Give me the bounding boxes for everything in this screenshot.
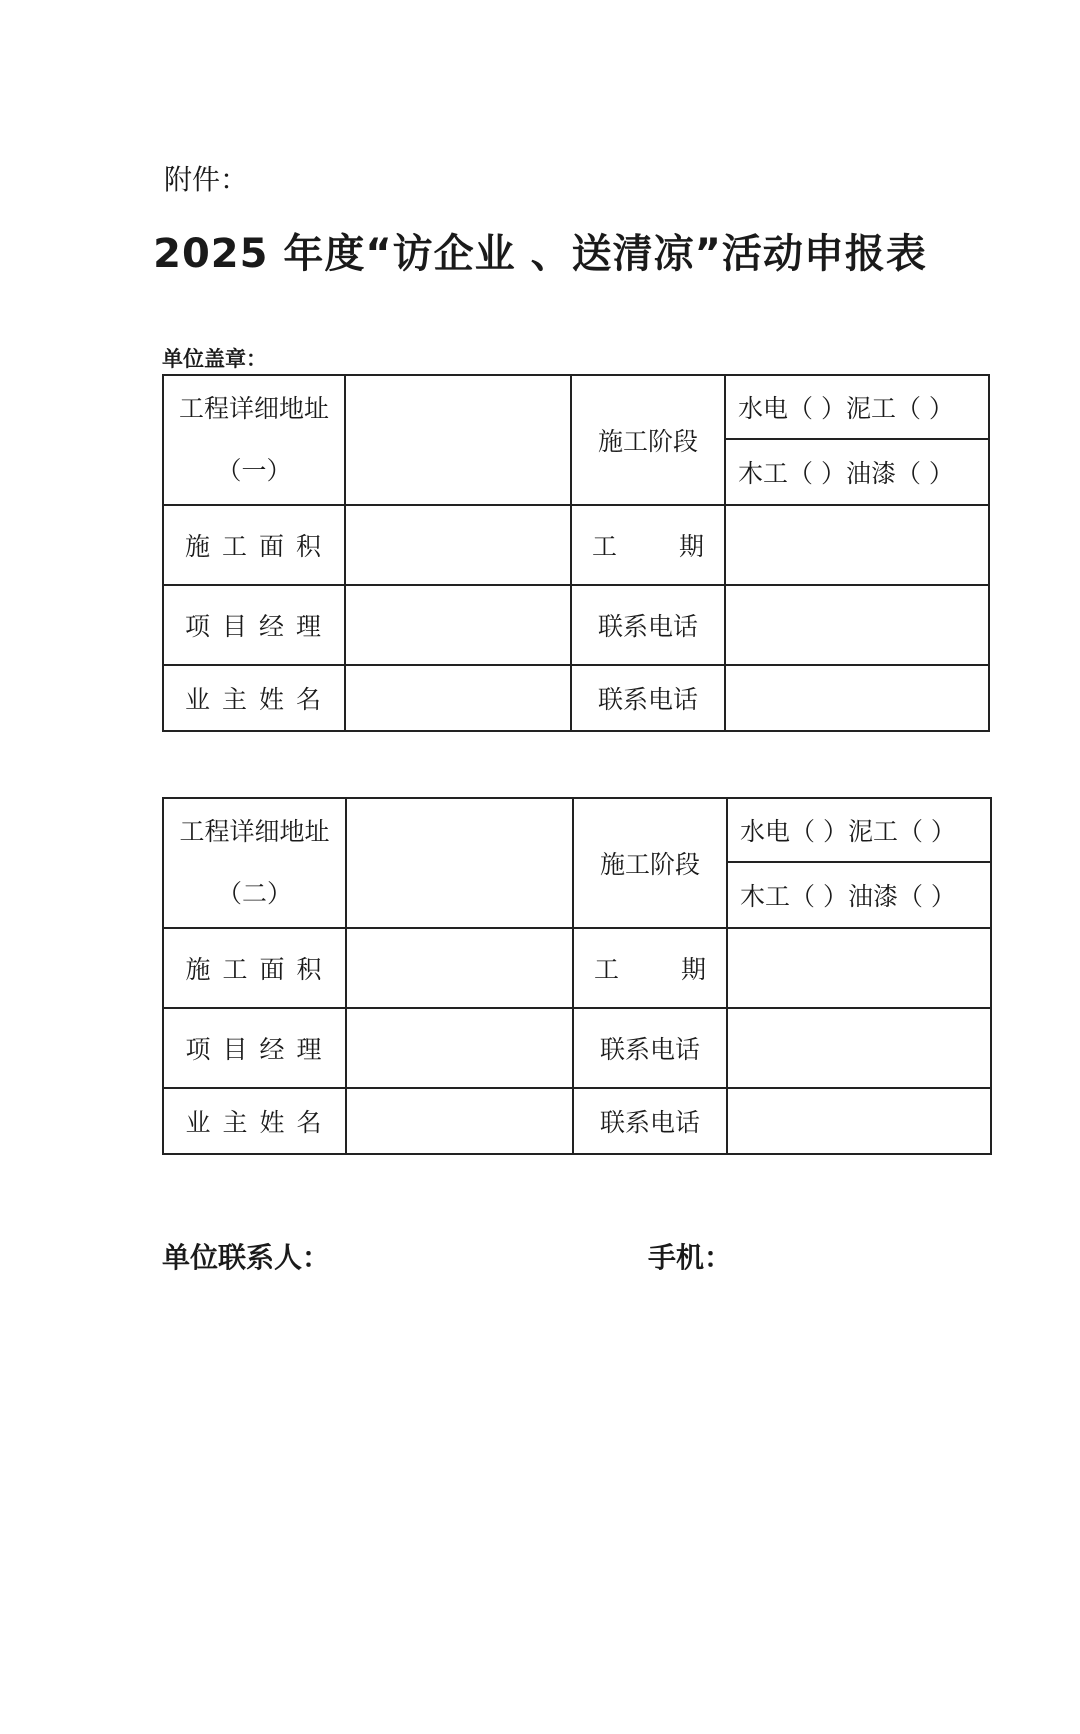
address-label: 工程详细地址 — [178, 394, 329, 423]
owner-phone-label: 联系电话 — [571, 665, 725, 731]
manager-label: 项目经理 — [163, 1008, 346, 1088]
period-label-left: 工 — [591, 532, 617, 561]
manager-value-cell[interactable] — [346, 1008, 573, 1088]
address-index: （二） — [216, 879, 292, 908]
manager-label: 项目经理 — [163, 585, 345, 665]
manager-phone-label: 联系电话 — [571, 585, 725, 665]
period-label-right: 期 — [681, 955, 707, 984]
stage-option-row-2[interactable]: 木工（ ）油漆（ ） — [725, 439, 989, 505]
manager-value-cell[interactable] — [345, 585, 571, 665]
period-value-cell[interactable] — [727, 928, 991, 1008]
address-value-cell[interactable] — [346, 798, 573, 928]
owner-phone-value-cell[interactable] — [725, 665, 989, 731]
owner-value-cell[interactable] — [345, 665, 571, 731]
manager-phone-value-cell[interactable] — [725, 585, 989, 665]
period-label — [573, 928, 727, 1008]
address-value-cell[interactable] — [345, 375, 571, 505]
area-label: 施工面积 — [163, 505, 345, 585]
project-table-1 — [162, 374, 990, 732]
contact-person-label: 单位联系人： — [162, 1241, 331, 1274]
manager-phone-label: 联系电话 — [573, 1008, 727, 1088]
stage-label: 施工阶段 — [571, 375, 725, 505]
stage-option-row-1[interactable]: 水电（ ）泥工（ ） — [725, 375, 989, 439]
period-label-left: 工 — [593, 955, 619, 984]
mobile-label: 手机： — [648, 1241, 733, 1274]
owner-phone-label: 联系电话 — [573, 1088, 727, 1154]
area-label: 施工面积 — [163, 928, 346, 1008]
period-label-right: 期 — [679, 532, 705, 561]
owner-phone-value-cell[interactable] — [727, 1088, 991, 1154]
seal-label: 单位盖章： — [162, 346, 267, 371]
address-label-cell — [163, 798, 346, 928]
area-value-cell[interactable] — [346, 928, 573, 1008]
area-value-cell[interactable] — [345, 505, 571, 585]
manager-phone-value-cell[interactable] — [727, 1008, 991, 1088]
address-label: 工程详细地址 — [179, 817, 330, 846]
address-index: （一） — [216, 456, 292, 485]
stage-option-row-1[interactable]: 水电（ ）泥工（ ） — [727, 798, 991, 862]
stage-option-row-2[interactable]: 木工（ ）油漆（ ） — [727, 862, 991, 928]
period-value-cell[interactable] — [725, 505, 989, 585]
attachment-label: 附件： — [164, 163, 249, 196]
address-label-cell — [163, 375, 345, 505]
stage-label: 施工阶段 — [573, 798, 727, 928]
owner-value-cell[interactable] — [346, 1088, 573, 1154]
period-label — [571, 505, 725, 585]
project-table-2 — [162, 797, 992, 1155]
owner-label: 业主姓名 — [163, 1088, 346, 1154]
page-title: 2025 年度“访企业 、送清凉”活动申报表 — [153, 231, 927, 277]
owner-label: 业主姓名 — [163, 665, 345, 731]
